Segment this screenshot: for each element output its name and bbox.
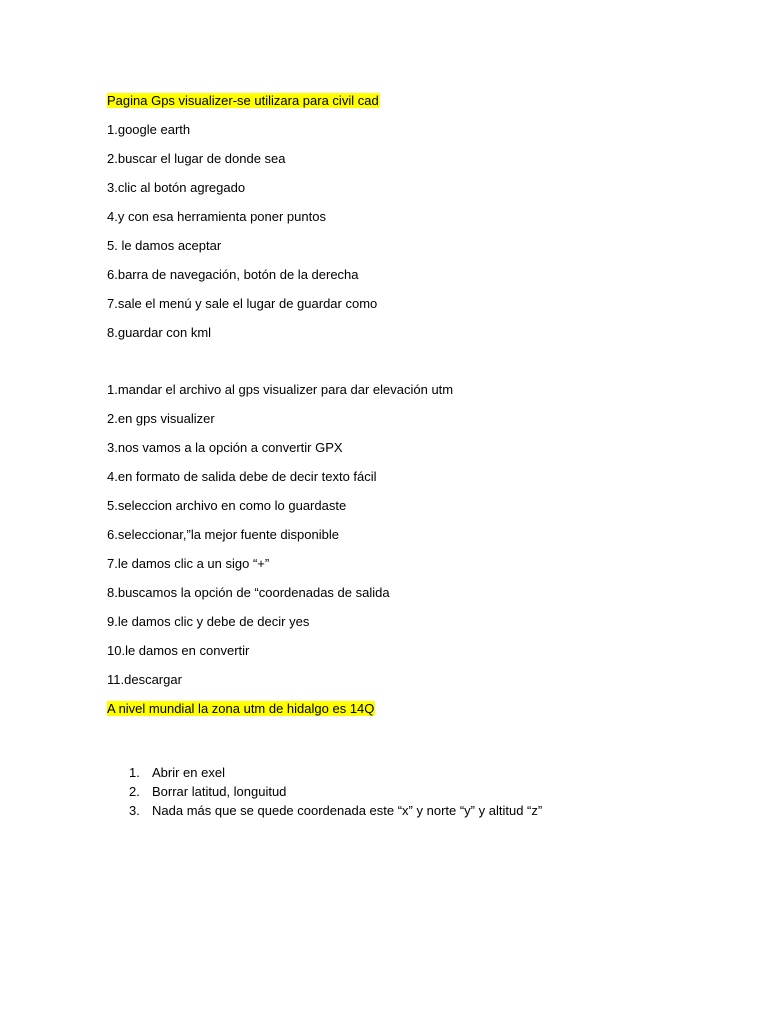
document-content (107, 92, 707, 820)
document-title-line (107, 92, 707, 110)
utm-zone-note: A nivel mundial la zona utm de hidalgo es 14Q (107, 701, 375, 716)
step-item: 7.sale el menú y sale el lugar de guardar como (107, 296, 378, 311)
list-item (107, 782, 707, 801)
step-item: 9.le damos clic y debe de decir yes (107, 614, 310, 629)
step-item: 4.en formato de salida debe de decir texto fácil (107, 469, 377, 484)
list-text: Borrar latitud, longuitud (152, 784, 287, 799)
step-item: 1.mandar el archivo al gps visualizer para dar elevación utm (107, 382, 454, 397)
step-item: 5.seleccion archivo en como lo guardaste (107, 498, 347, 513)
step-item: 1.google earth (107, 122, 191, 137)
list-number: 3. (129, 803, 140, 818)
step-item: 10.le damos en convertir (107, 643, 250, 658)
step-item: 5. le damos aceptar (107, 238, 222, 253)
step-item: 2.en gps visualizer (107, 411, 215, 426)
step-item: 3.clic al botón agregado (107, 180, 246, 195)
steps-gps-visualizer (107, 381, 707, 689)
step-item: 11.descargar (107, 672, 182, 687)
step-item: 6.seleccionar,”la mejor fuente disponible (107, 527, 339, 542)
step-item: 3.nos vamos a la opción a convertir GPX (107, 440, 343, 455)
list-text: Nada más que se quede coordenada este “x” y norte “y” y altitud “z” (152, 803, 543, 818)
list-text: Abrir en exel (152, 765, 225, 780)
list-item (107, 801, 707, 820)
step-item: 6.barra de navegación, botón de la derecha (107, 267, 359, 282)
steps-google-earth (107, 121, 707, 342)
excel-steps-list (107, 763, 707, 820)
step-item: 7.le damos clic a un sigo “+” (107, 556, 270, 571)
utm-zone-note-line (107, 700, 707, 718)
document-title: Pagina Gps visualizer-se utilizara para civil cad (107, 93, 379, 108)
spacer (107, 353, 707, 381)
step-item: 4.y con esa herramienta poner puntos (107, 209, 326, 224)
step-item: 8.guardar con kml (107, 325, 212, 340)
step-item: 2.buscar el lugar de donde sea (107, 151, 286, 166)
step-item: 8.buscamos la opción de “coordenadas de salida (107, 585, 390, 600)
list-number: 1. (129, 765, 140, 780)
list-item (107, 763, 707, 782)
list-number: 2. (129, 784, 140, 799)
spacer (107, 729, 707, 763)
